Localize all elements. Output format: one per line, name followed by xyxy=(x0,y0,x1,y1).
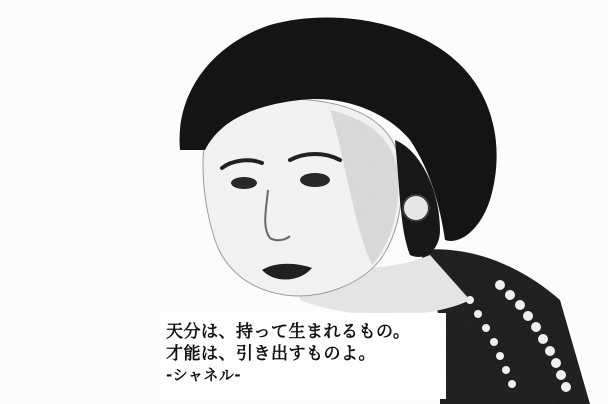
quote-line-1: 天分は、持って生まれるもの。 xyxy=(166,322,411,342)
quote-box xyxy=(160,313,446,399)
quote-line-2: 才能は、引き出すものよ。 xyxy=(166,344,376,364)
quote-author: -シャネル- xyxy=(166,366,242,384)
